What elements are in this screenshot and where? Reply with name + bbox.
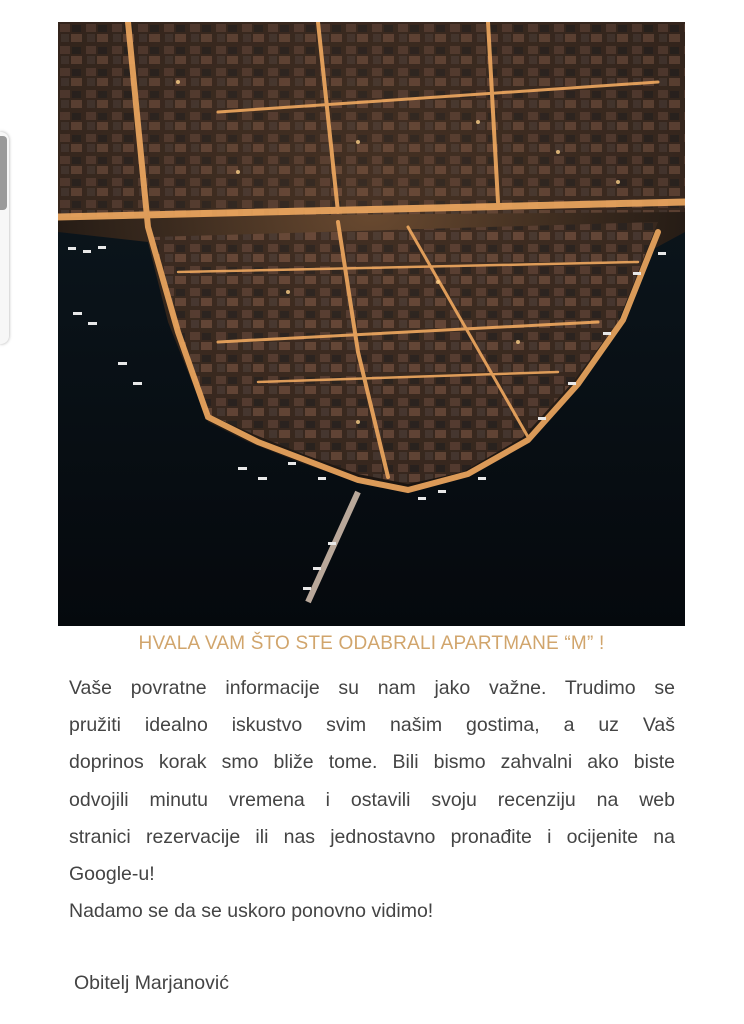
signature: Obitelj Marjanović <box>74 972 229 994</box>
message-line: Google-u! <box>69 863 155 886</box>
message-line: doprinos korak smo bliže tome. Bili bismo zahvalni ako biste <box>69 751 675 774</box>
drawer-handle-knob[interactable] <box>0 136 7 210</box>
message-line: stranici rezervacije ili nas jednostavno pronađite i ocijenite na <box>69 825 675 848</box>
thank-you-heading: HVALA VAM ŠTO STE ODABRALI APARTMANE “M” ! <box>138 633 605 654</box>
message-line: pružiti idealno iskustvo svim našim gostima, a uz Vaš <box>69 714 675 737</box>
feedback-message <box>69 670 675 930</box>
message-line: odvojili minutu vremena i ostavili svoju recenziju na web <box>69 788 675 811</box>
hero-image <box>58 22 685 626</box>
message-line: Vaše povratne informacije su nam jako važne. Trudimo se <box>69 677 675 699</box>
aerial-town-photo <box>58 22 685 626</box>
side-drawer-handle[interactable] <box>0 132 9 344</box>
message-line: Nadamo se da se uskoro ponovno vidimo! <box>69 900 434 923</box>
